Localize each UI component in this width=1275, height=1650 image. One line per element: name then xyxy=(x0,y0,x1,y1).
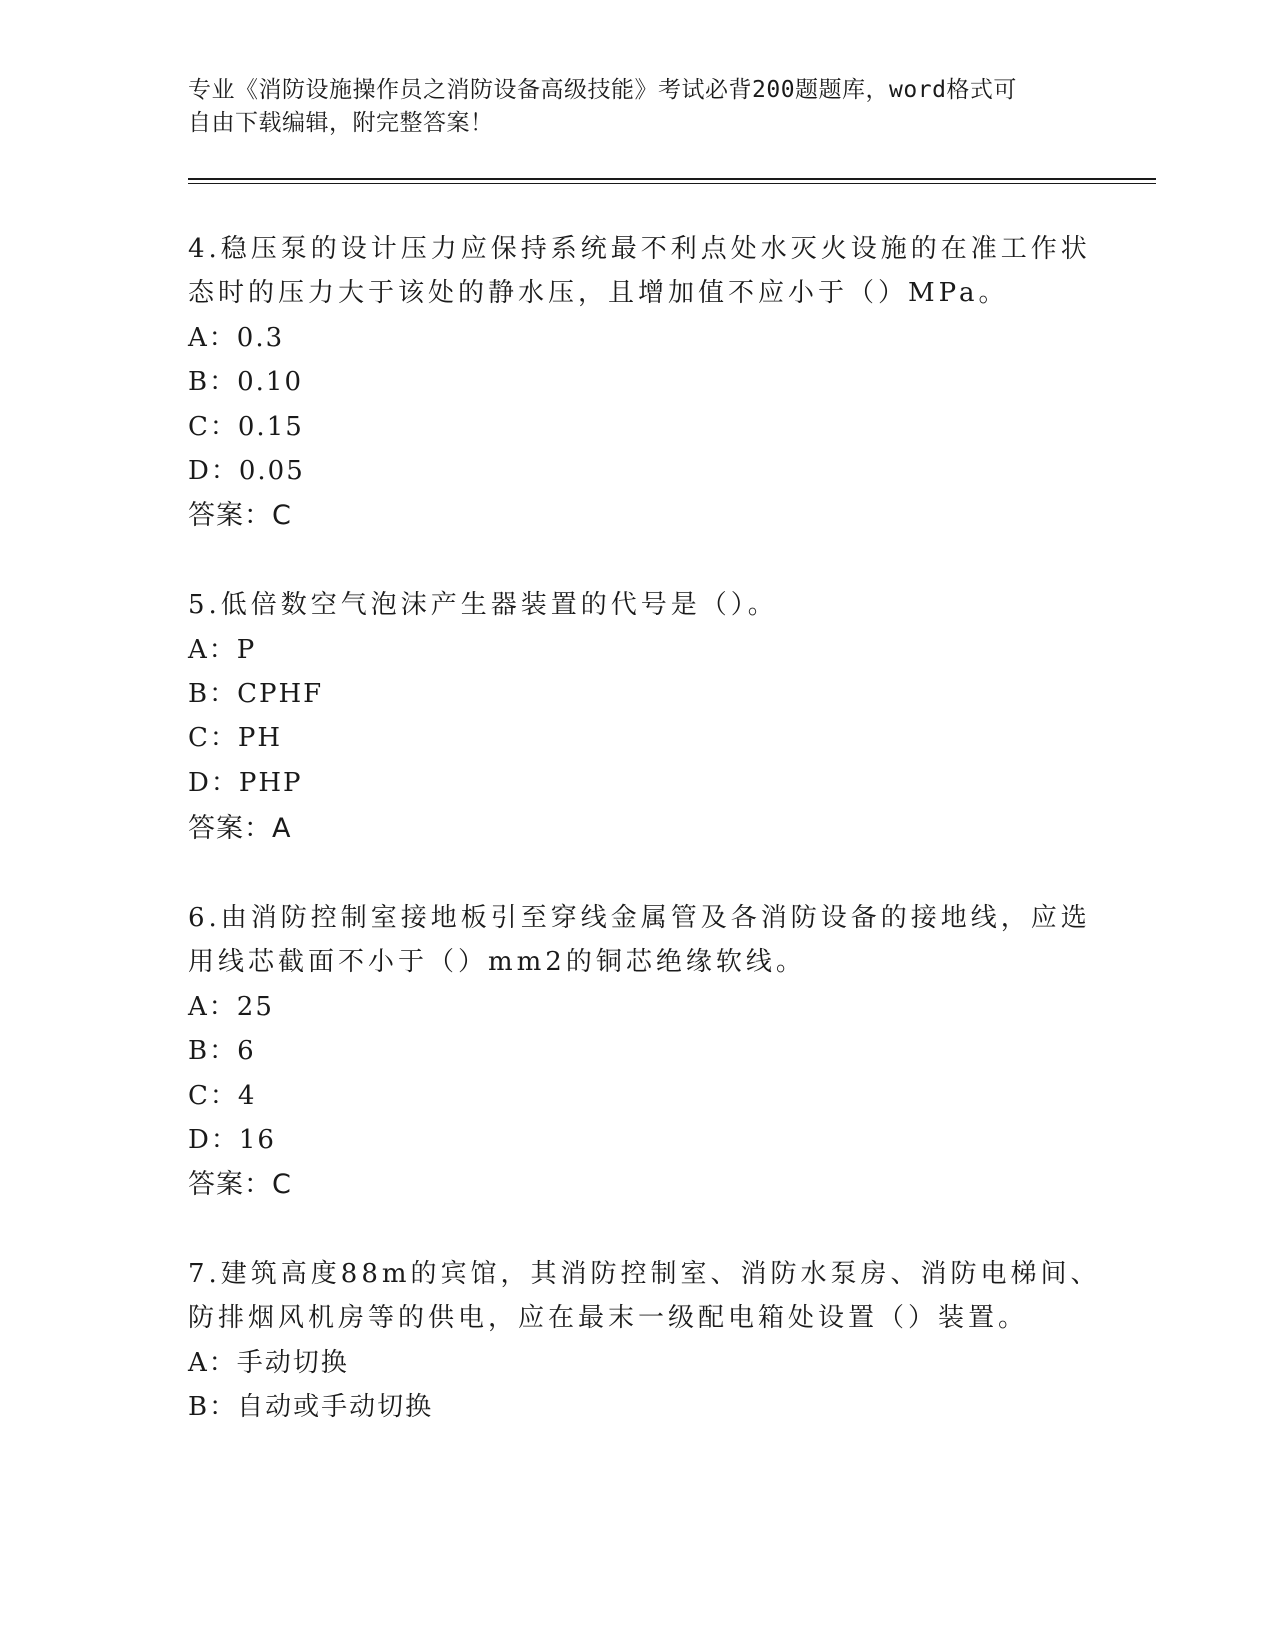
question-6-text-line-2: 用线芯截面不小于（）mm2的铜芯绝缘软线。 xyxy=(188,947,806,977)
question-5-answer: 答案：A xyxy=(188,813,292,844)
question-7-text-line-1: 7.建筑高度88m的宾馆，其消防控制室、消防水泵房、消防电梯间、 xyxy=(188,1259,1101,1289)
question-7-option-a: A：手动切换 xyxy=(188,1348,349,1378)
question-5-option-b: B：CPHF xyxy=(188,679,324,709)
question-4-option-b: B：0.10 xyxy=(188,367,303,397)
question-5-option-a: A：P xyxy=(188,635,257,665)
question-4-text-line-2: 态时的压力大于该处的静水压，且增加值不应小于（）MPa。 xyxy=(188,278,1009,308)
header-line-2: 自由下载编辑，附完整答案！ xyxy=(188,110,494,136)
question-5-option-c: C：PH xyxy=(188,723,283,753)
question-6-option-b: B：6 xyxy=(188,1036,256,1066)
header-line-1: 专业《消防设施操作员之消防设备高级技能》考试必背200题题库，word格式可 xyxy=(188,77,1017,103)
question-4-answer: 答案：C xyxy=(188,500,292,531)
question-6-option-c: C：4 xyxy=(188,1081,257,1111)
question-6-answer: 答案：C xyxy=(188,1169,292,1200)
header-divider-thin xyxy=(188,183,1156,184)
question-5-text-line-1: 5.低倍数空气泡沫产生器装置的代号是（）。 xyxy=(188,590,778,620)
question-5-option-d: D：PHP xyxy=(188,768,303,798)
header-divider-thick xyxy=(188,178,1156,180)
question-7-text-line-2: 防排烟风机房等的供电，应在最末一级配电箱处设置（）装置。 xyxy=(188,1303,1029,1333)
question-4-option-c: C：0.15 xyxy=(188,412,304,442)
question-4-text-line-1: 4.稳压泵的设计压力应保持系统最不利点处水灭火设施的在准工作状 xyxy=(188,234,1091,264)
document-header xyxy=(188,74,1068,140)
question-7-option-b: B：自动或手动切换 xyxy=(188,1392,434,1422)
question-6-option-d: D：16 xyxy=(188,1125,276,1155)
question-4-option-a: A：0.3 xyxy=(188,323,285,353)
question-6-text-line-1: 6.由消防控制室接地板引至穿线金属管及各消防设备的接地线，应选 xyxy=(188,903,1091,933)
question-4-option-d: D：0.05 xyxy=(188,456,305,486)
question-6-option-a: A：25 xyxy=(188,992,274,1022)
